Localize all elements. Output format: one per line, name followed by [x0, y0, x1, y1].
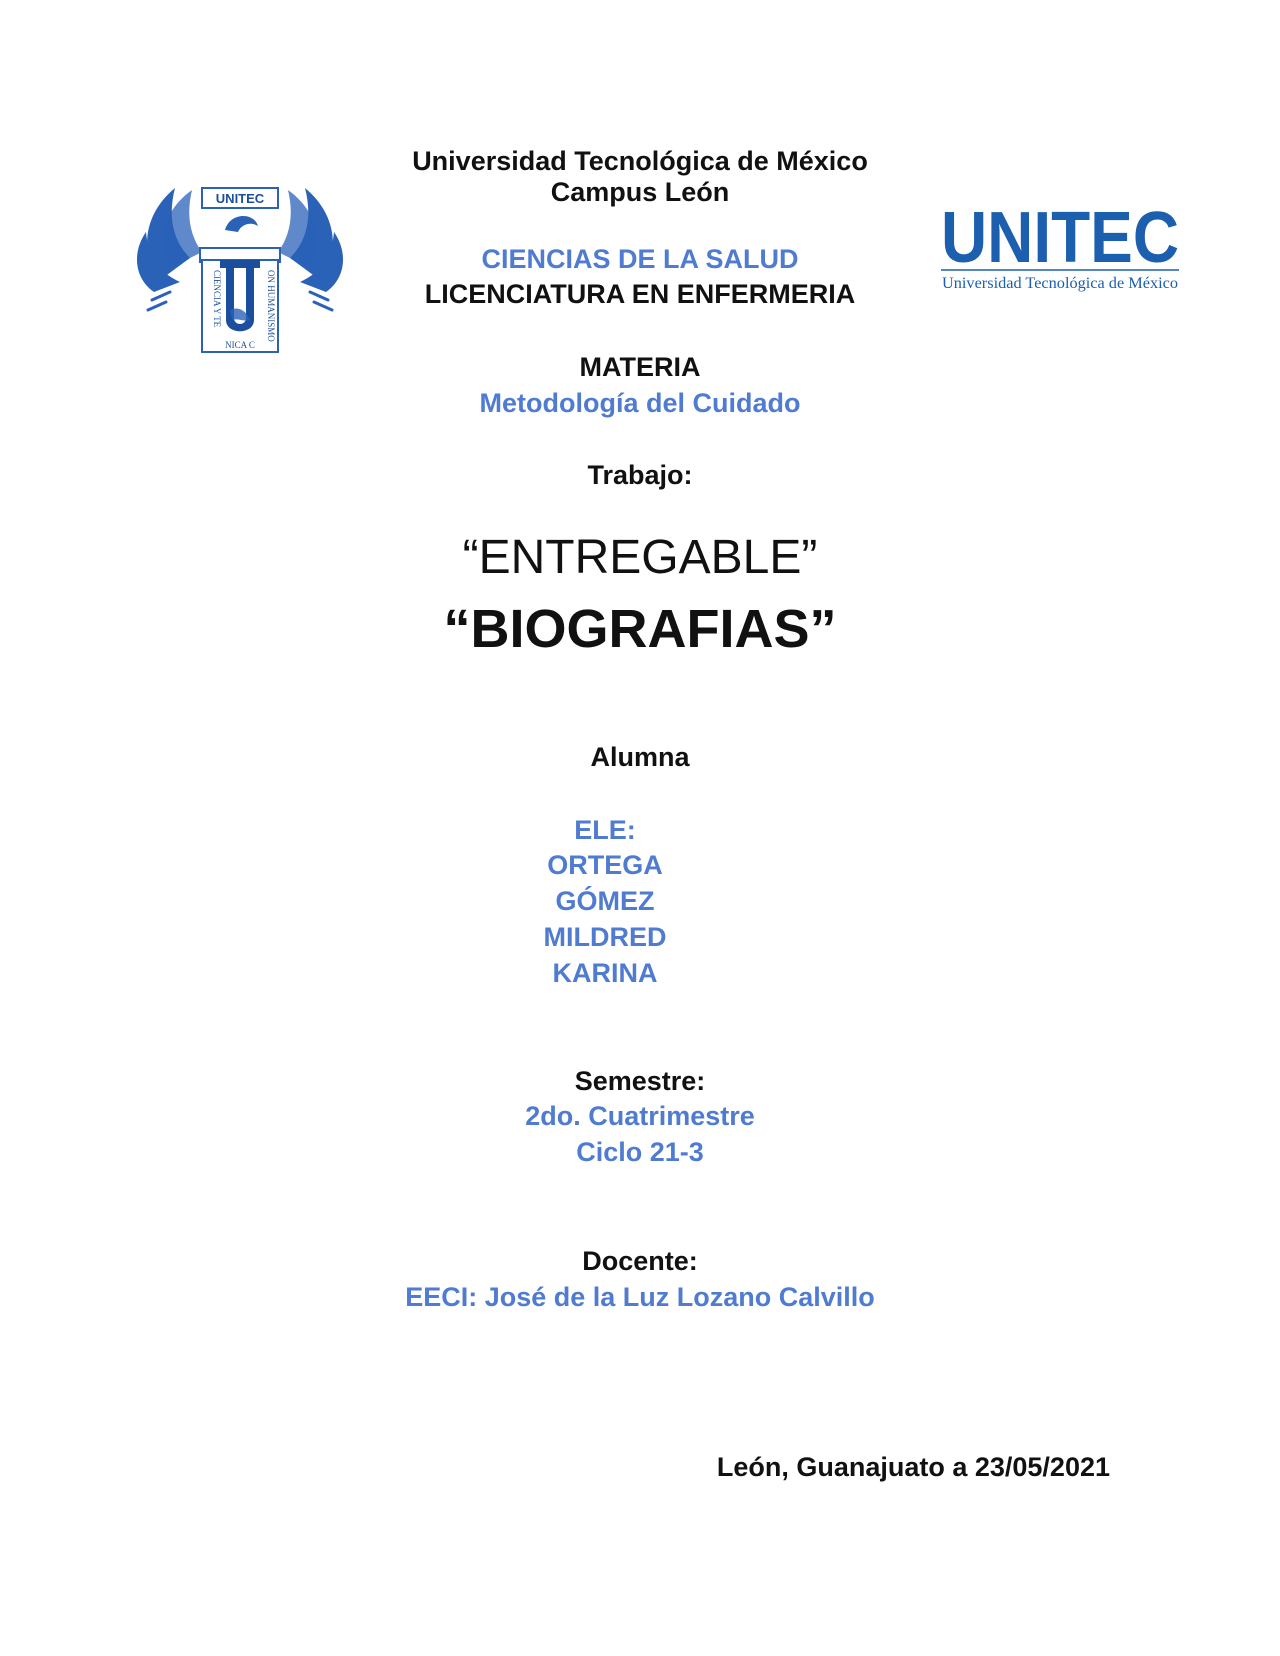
- wordmark-text: UNITEC: [941, 200, 1179, 278]
- work-title-line2: “BIOGRAFIAS”: [443, 599, 837, 659]
- work-title-line1: “ENTREGABLE”: [462, 531, 818, 584]
- student-line: ELE:: [574, 815, 636, 845]
- area-name: CIENCIAS DE LA SALUD: [481, 244, 799, 274]
- semester-label: Semestre:: [574, 1066, 706, 1096]
- student-line: MILDRED: [543, 922, 667, 952]
- student-label: Alumna: [590, 742, 690, 772]
- degree-name: LICENCIATURA EN ENFERMERIA: [424, 279, 856, 309]
- teacher-name: EECI: José de la Luz Lozano Calvillo: [405, 1282, 875, 1312]
- student-line: KARINA: [552, 958, 658, 988]
- wordmark-subtitle: Universidad Tecnológica de México: [942, 275, 1178, 292]
- seal-left-text: CIENCIA Y TE: [212, 270, 222, 328]
- semester-line1: 2do. Cuatrimestre: [525, 1101, 755, 1131]
- subject-label: MATERIA: [579, 352, 701, 382]
- semester-line2: Ciclo 21-3: [576, 1137, 704, 1167]
- unitec-wordmark-logo: [935, 200, 1185, 310]
- university-name: Universidad Tecnológica de México: [412, 146, 868, 176]
- student-line: ORTEGA: [547, 850, 663, 880]
- unitec-seal-logo: [130, 160, 350, 380]
- work-label: Trabajo:: [587, 460, 693, 490]
- seal-top-text: UNITEC: [215, 191, 265, 206]
- student-name-block: [480, 0, 730, 1656]
- subject-value: Metodología del Cuidado: [479, 388, 801, 418]
- seal-bottom-text: NICA C: [225, 340, 255, 350]
- campus-name: Campus León: [550, 177, 730, 207]
- student-line: GÓMEZ: [555, 886, 655, 916]
- seal-right-text: ON HUMANISMO: [266, 270, 276, 342]
- teacher-label: Docente:: [582, 1246, 698, 1276]
- place-and-date: León, Guanajuato a 23/05/2021: [716, 1452, 1110, 1482]
